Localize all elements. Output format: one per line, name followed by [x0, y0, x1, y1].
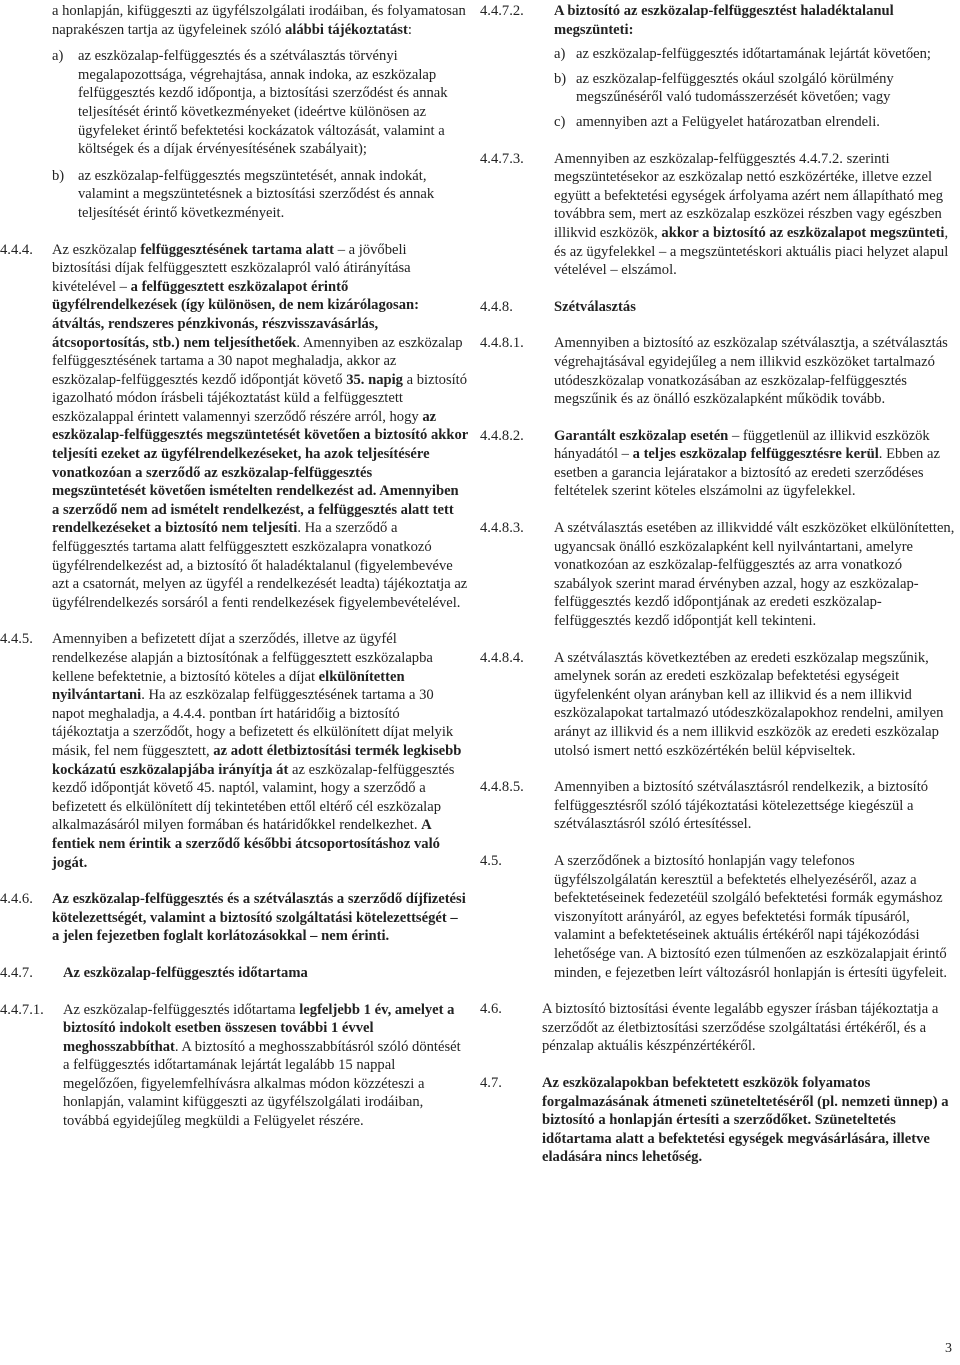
bold-run: akkor a biztosító az eszközalapot megszünteti	[661, 224, 945, 241]
section-text: A szétválasztás esetében az illikviddé vált eszközöket elkülönítetten, ugyancsak önálló eszközalapként kell nyilvántartani, amelyre vonatkozóan az eszközalap-felfüggesztés az arra vonatkozó szabályok szerint marad érvényben azzal, hogy az eszközalap-felfüggesztés kezdő időpontjának az eredeti eszközalap-felfüggesztés kezdő időpontját kell tekinteni.	[554, 520, 955, 630]
list-item-letter: b)	[554, 70, 567, 87]
section-4-4-8-2	[480, 427, 956, 501]
page-number: 3	[945, 1341, 952, 1357]
list-item-text: az eszközalap-felfüggesztés időtartamának lejártát követően;	[576, 46, 931, 63]
list-item	[554, 45, 956, 64]
section-text: A szétválasztás következtében az eredeti eszközalap megszűnik, amelynek során az eredeti eszközalap befektetési egységeit ügyfelenként olyan arányban kell az illikvid és a nem illikvid eszközalapokat tartalmazó utódeszközalapokhoz rendelni, amilyen arányt az illikvid és a nem illikvid eszközök az eredeti eszközalap utolsó ismert nettó eszközértékén belül képviseltek.	[554, 649, 944, 759]
bold-run: A biztosító az eszközalap-felfüggesztést haladéktalanul megszünteti:	[554, 3, 894, 38]
section-text	[52, 890, 468, 946]
section-4-7	[480, 1074, 956, 1167]
bold-run: a felfüggesztett eszközalapot érintő ügyfélrendelkezések (így különösen, de nem kizárólagosan: átváltás, rendszeres pénzkivonás, részvisszavásárlás, átcsoportosítás, stb.) nem teljesíthetőek	[52, 278, 420, 351]
section-4-4-8-heading	[480, 298, 956, 317]
list-item-text: az eszközalap-felfüggesztés és a szétválasztás törvényi megalapozottsága, végrehajtása, annak indoka, az eszközalap felfüggesztés kezdő időpontja, a biztosítási szerződést és annak teljesítését érintő következményeket (ideértve különösen az ügyfeleket érintő befektetési kockázatok változását, valamint a költségek és a díjak érvényesítésének szabályait);	[78, 48, 448, 158]
section-number: 4.4.8.2.	[480, 427, 524, 444]
section-text: Garantált eszközalap esetén – függetlenül az illikvid eszközök hányadától – a teljes eszközalap felfüggesztésre kerül. Ebben az esetben a garancia lejáratakor a biztosító az eredeti szerződéses feltételek szerint köteles elszámolni az ügyfelekkel.	[554, 427, 940, 500]
section-number: 4.5.	[480, 852, 502, 869]
section-4-4-8-3	[480, 519, 956, 631]
bold-run: az eszközalap-felfüggesztés megszüntetését követően a biztosító akkor teljesíti ezeket az ügyfélrendelkezéseket, ha azok teljesítésére vonatkozóan a szerződő az eszközalap-felfüggesztés megszüntetését követően ismételten rendelkezést ad. Amennyiben a szerződő nem ad ismételt rendelkezést, a felfüggesztés alatt tett rendelkezéseket a biztosító nem teljesíti	[52, 408, 468, 537]
list-item-letter: a)	[554, 46, 566, 63]
section-4-4-8-4	[480, 649, 956, 761]
section-number: 4.4.8.5.	[480, 779, 524, 796]
bold-run: az adott életbiztosítási termék legkisebb kockázatú eszközalapjába irányítja át	[52, 742, 462, 778]
section-4-4-7-heading	[0, 964, 468, 983]
section-4-6	[480, 1000, 956, 1056]
section-text: Az eszközalap felfüggesztésének tartama alatt – a jövőbeli biztosítási díjak felfüggesztett eszközalapról való átirányítása kivételével – a felfüggesztett eszközalapot érintő ügyfélrendelkezések (így különösen, de nem kizárólagosan: átváltás, rendszeres pénzkivonás, részvisszavásárlás, átcsoportosítás, stb.) nem teljesíthetőek. Amennyiben az eszközalap felfüggesztésének tartama a 30 napot meghaladja, akkor az eszközalap-felfüggesztés kezdő időpontját követő 35. napig a biztosító igazolható módon írásbeli tájékoztatást küld a felfüggesztett eszközalappal érintett valamennyi szerződő részére arról, hogy az eszközalap-felfüggesztés megszüntetését követően a biztosító akkor teljesíti ezeket az ügyfélrendelkezéseket, ha azok teljesítésére vonatkozóan a szerződő az eszközalap-felfüggesztés megszüntetését követően ismételten rendelkezést ad. Amennyiben a szerződő nem ad ismételt rendelkezést, a felfüggesztés alatt tett rendelkezéseket a biztosító nem teljesíti. Ha a szerződő a felfüggesztés tartama alatt felfüggesztett eszközalapra vonatkozó ügyfélrendelkezést ad, a biztosító őt haladéktalanul (figyelembevéve azt a csatornát, melyen az ügyfél a rendelkezését leadta) tájékoztatja az ügyfélrendelkezés sorsáról a fenti rendelkezések figyelembevételével.	[52, 241, 468, 611]
section-heading	[554, 298, 956, 317]
section-text: Amennyiben a biztosító szétválasztásról rendelkezik, a biztosító felfüggesztésről szóló tájékoztatási kötelezettsége kiegészül a szétválasztásról szóló értesítéssel.	[554, 779, 929, 833]
section-4-4-4	[0, 241, 468, 613]
bold-run: Szétválasztás	[554, 298, 636, 315]
section-4-4-7-1	[0, 1001, 468, 1131]
section-4-5	[480, 852, 956, 982]
list-item	[554, 70, 956, 107]
section-heading	[63, 964, 468, 983]
bold-run: Az eszközalapokban befektetett eszközök folyamatos forgalmazásának átmeneti szüneteltetéséről (pl. nemzeti ünnep) a biztosító a honlapján értesíti a szerződőket. Szüneteltetés időtartama alatt a befektetési egységek megvásárlására, illetve eladására nincs lehetőség.	[542, 1074, 949, 1166]
section-number: 4.4.7.1.	[0, 1001, 44, 1018]
section-text	[542, 1074, 956, 1167]
intro-paragraph: a honlapján, kifüggeszti az ügyfélszolgálati irodáiban, és folyamatosan naprakészen tartja az ügyfeleinek szóló alábbi tájékoztatást:	[52, 3, 466, 38]
section-number: 4.4.5.	[0, 631, 33, 648]
info-list	[0, 47, 468, 222]
section-number: 4.4.8.	[480, 298, 513, 315]
bold-run: alábbi tájékoztatást	[284, 21, 408, 38]
section-number: 4.4.7.	[0, 964, 33, 981]
section-text: Amennyiben az eszközalap-felfüggesztés 4.4.7.2. szerinti megszüntetésekor az eszközalap nettó eszközértéke, illetve ezzel együtt a befektetési egységek árfolyama azért nem állapítható meg továbbra sem, mert az eszközalap eszközei részben vagy egészben illikvid eszközök, akkor a biztosító az eszközalapot megszünteti, és az ügyfelekkel – a megszüntetéskori aktuális piaci helyzet alapul vételével – elszámol.	[554, 150, 949, 279]
section-number: 4.4.4.	[0, 241, 33, 258]
termination-list	[480, 45, 956, 131]
section-heading	[554, 2, 956, 39]
bold-run: a teljes eszközalap felfüggesztésre kerül	[632, 446, 879, 463]
section-number: 4.6.	[480, 1001, 502, 1018]
section-4-4-8-5	[480, 778, 956, 834]
section-number: 4.4.7.3.	[480, 150, 524, 167]
list-item-text: az eszközalap-felfüggesztés megszüntetését, annak indokát, valamint a megszüntetésnek a biztosítási szerződést és annak teljesítését érintő következményeit.	[78, 167, 435, 221]
list-item	[52, 167, 468, 223]
section-number: 4.4.6.	[0, 891, 33, 908]
section-number: 4.7.	[480, 1074, 502, 1091]
section-number: 4.4.8.4.	[480, 649, 524, 666]
list-item	[554, 113, 956, 132]
section-4-4-6	[0, 890, 468, 946]
list-item-letter: c)	[554, 113, 566, 130]
section-4-4-5	[0, 630, 468, 872]
bold-run: elkülönítetten nyilvántartani	[52, 668, 405, 704]
list-item-letter: b)	[52, 167, 65, 184]
section-text: Amennyiben a befizetett díjat a szerződés, illetve az ügyfél rendelkezése alapján a biztosítónak a felfüggesztett eszközalapba kellene befektetnie, a biztosító köteles a díjat elkülönítetten nyilvántartani. Ha az eszközalap felfüggesztésének tartama a 30 napot meghaladja, a 4.4.4. pontban írt határidőig a biztosító tájékoztatja a szerződőt, hogy a befizetett és elkülönített díjat melyik másik, fel nem függesztett, az adott életbiztosítási termék legkisebb kockázatú eszközalapjába irányítja át az eszközalap-felfüggesztés kezdő időpontját követő 45. naptól, valamint, hogy a szerződő a befizetett és elkülönített díj tekintetében ettől eltérő cél eszközalap alkalmazásáról milyen formában és határidőkkel rendelkezhet. A fentiek nem érintik a szerződő későbbi átcsoportosításhoz való jogát.	[52, 631, 462, 871]
section-text: A biztosító biztosítási évente legalább egyszer írásban tájékoztatja a szerződőt az életbiztosítási szerződése szolgáltatási értékéről, és a pénzalap aktuális készpénzértékéről.	[542, 1001, 939, 1055]
section-4-4-7-3	[480, 150, 956, 280]
list-item	[52, 47, 468, 159]
list-item-text: amennyiben azt a Felügyelet határozatban elrendeli.	[576, 113, 880, 130]
bold-run: legfeljebb 1 év, amelyet a biztosító indokolt esetben összesen további 1 évvel meghosszabbíthat	[63, 1001, 455, 1055]
right-column	[480, 2, 956, 1167]
section-number: 4.4.8.3.	[480, 520, 524, 537]
section-4-4-7-2	[480, 2, 956, 39]
bold-run: Garantált eszközalap esetén	[554, 427, 729, 444]
list-item-text: az eszközalap-felfüggesztés okául szolgáló körülmény megszűnéséről való tudomásszerzését követően; vagy	[576, 70, 894, 106]
bold-run: A fentiek nem érintik a szerződő későbbi átcsoportosításhoz való jogát.	[52, 817, 440, 871]
left-column	[0, 2, 468, 1131]
section-number: 4.4.7.2.	[480, 3, 524, 19]
section-text: Az eszközalap-felfüggesztés időtartama legfeljebb 1 év, amelyet a biztosító indokolt esetben összesen további 1 évvel meghosszabbíthat. A biztosító a meghosszabbításról szóló döntését a felfüggesztés időtartamának lejártát legalább 15 nappal megelőzően, figyelemfelhívásra alkalmas módon közzéteszi a honlapján, valamint kifüggeszti az ügyfélszolgálati irodáiban, továbbá egyidejűleg megküldi a Felügyelet részére.	[63, 1001, 461, 1130]
section-number: 4.4.8.1.	[480, 335, 524, 352]
section-text: A szerződőnek a biztosító honlapján vagy telefonos ügyfélszolgálatán keresztül a befektetés elhelyezéséről, azaz a befektetéseinek fedezetéül szolgáló befektetési formák egymáshoz viszonyított arányáról, az egyes befektetési formák típusáról, valamint a befektetéseinek aktuális értékéről napi tájékozódási lehetősége van. A biztosító ezen túlmenően az eszközalapjait érintő minden, e fejezetben leírt változásról honlapján is értesíti ügyfeleit.	[554, 852, 948, 981]
bold-run: felfüggesztésének tartama alatt	[140, 241, 335, 258]
bold-run: Az eszközalap-felfüggesztés időtartama	[63, 964, 308, 981]
bold-run: 35. napig	[346, 371, 403, 388]
list-item-letter: a)	[52, 48, 64, 65]
section-4-4-8-1	[480, 334, 956, 408]
bold-run: Az eszközalap-felfüggesztés és a szétválasztás a szerződő díjfizetési kötelezettségét, valamint a biztosító szolgáltatási kötelezettségét – a jelen fejezetben foglalt korlátozásokkal – nem érinti.	[52, 891, 466, 945]
section-text: Amennyiben a biztosító az eszközalap szétválasztja, a szétválasztás végrehajtásával egyidejűleg a nem illikvid eszközöket tartalmazó utódeszközalap vonatkozásában az eszközalap-felfüggesztés megszűnik és az önálló eszközalapként működik tovább.	[554, 335, 948, 408]
